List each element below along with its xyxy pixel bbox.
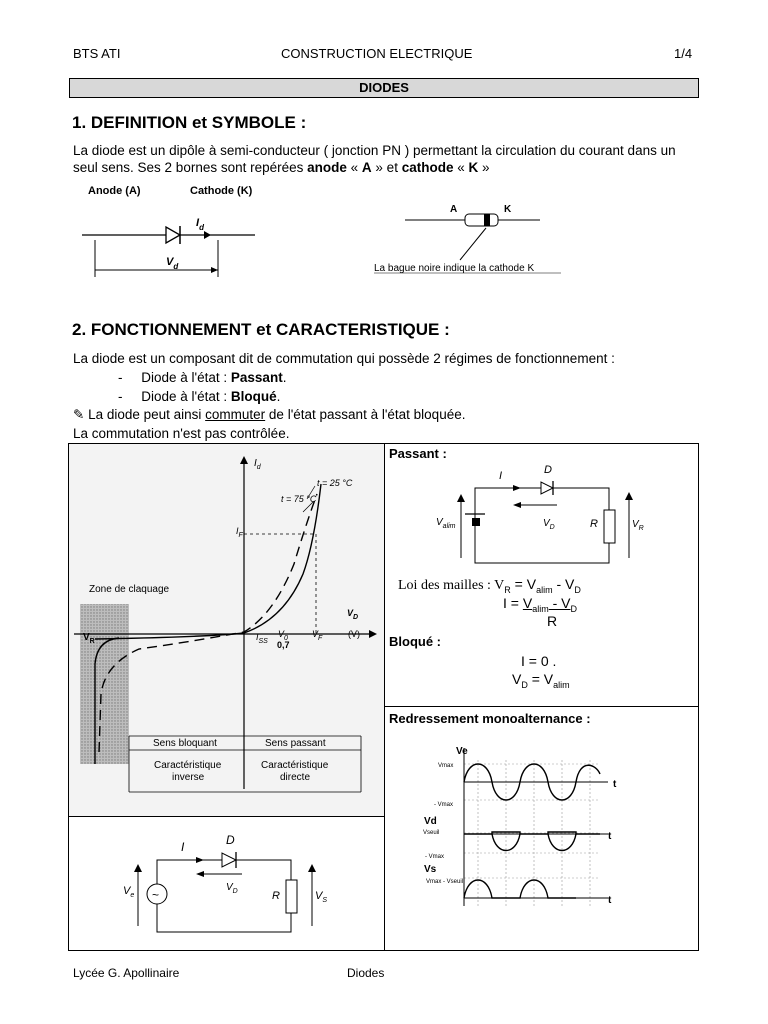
- footer-left: Lycée G. Apollinaire: [73, 966, 180, 980]
- anode-quote-close: » et: [371, 160, 402, 175]
- component-caption: La bague noire indique la cathode K: [374, 263, 535, 274]
- frame-divider-vertical: [384, 443, 385, 951]
- header-page-number: 1/4: [674, 46, 693, 61]
- bullet-bloque: [118, 388, 280, 405]
- loi-sub-r: R: [504, 584, 511, 595]
- axis-id-label: I: [254, 458, 257, 469]
- header-center: CONSTRUCTION ELECTRIQUE: [281, 46, 473, 61]
- carac-directe-1: Caractéristique: [261, 760, 329, 771]
- bullet-passant: [118, 369, 286, 386]
- vs-waveform: [464, 880, 576, 898]
- svg-text:Ve: [123, 885, 134, 899]
- rectifier-vd-sub: D: [232, 888, 238, 895]
- diode-triangle-icon: [166, 227, 180, 243]
- vd-neg-vmax-label: - Vmax: [425, 854, 445, 860]
- v0-sub: 0: [284, 635, 288, 642]
- vr-axis-sub: R: [89, 638, 95, 645]
- rectifier-r-label: R: [272, 890, 280, 902]
- commute-before: La diode peut ainsi: [84, 407, 206, 422]
- svg-text:VD: [226, 882, 238, 895]
- bloque-eq2-v: V: [512, 671, 522, 687]
- bullet1-suffix: .: [282, 370, 287, 385]
- svg-text:Id: [196, 217, 205, 232]
- svg-text:Id: [254, 458, 262, 471]
- v0-value: 0,7: [277, 640, 290, 650]
- if-label: I: [236, 526, 239, 536]
- section2-intro: La diode est un composant dit de commutation qui possède 2 régimes de fonctionnement :: [73, 351, 615, 366]
- frac-num-v: V: [522, 595, 533, 611]
- cathode-ring-icon: [484, 214, 490, 226]
- loi-prefix: Loi des mailles : V: [398, 578, 505, 593]
- header-left: BTS ATI: [73, 46, 121, 61]
- passant-d-label: D: [544, 464, 552, 476]
- anode-quote-open: «: [346, 160, 362, 175]
- not-controlled-text: La commutation n'est pas contrôlée.: [73, 426, 290, 441]
- cathode-word: cathode: [401, 160, 454, 175]
- v0-label: V: [278, 629, 285, 639]
- vf-label: V: [312, 629, 319, 639]
- passant-valim-label: V: [436, 517, 443, 528]
- section1-title: 1. DEFINITION et SYMBOLE :: [72, 113, 307, 132]
- ve-label: Ve: [456, 746, 468, 757]
- symbol-id-sub: d: [199, 223, 204, 232]
- rectifier-diode-icon: [222, 853, 236, 867]
- passant-vd-sub: D: [549, 524, 555, 531]
- fraction-numerator: [522, 595, 577, 614]
- fraction-denominator: R: [547, 613, 558, 629]
- anode-word: anode: [307, 160, 347, 175]
- commute-after: de l'état passant à l'état bloquée.: [265, 407, 466, 422]
- sens-bloquant: Sens bloquant: [153, 738, 217, 749]
- current-formula: [503, 595, 577, 614]
- passant-r-label: R: [590, 518, 598, 530]
- i-eq: I =: [503, 595, 523, 611]
- diode-body-icon: [465, 214, 498, 226]
- svg-text:VS: [315, 890, 327, 904]
- passant-circuit: [425, 458, 665, 568]
- svg-text:VR: [632, 519, 644, 532]
- rectifier-resistor-icon: [286, 880, 297, 913]
- bullet1-prefix: Diode à l'état :: [141, 370, 231, 385]
- vs-vmax-vseuil-label: Vmax - Vseuil: [426, 879, 464, 885]
- passant-valim-sub: alim: [442, 523, 456, 530]
- passant-i-label: I: [499, 470, 503, 482]
- passant-diode-icon: [541, 482, 553, 494]
- vs-label: Vs: [424, 864, 437, 875]
- current-arrow-icon: [204, 231, 211, 239]
- zone-label: Zone de claquage: [89, 584, 170, 595]
- vd-vseuil-label: Vseuil: [423, 830, 440, 836]
- breakdown-zone: [80, 604, 129, 764]
- section1-paragraph: [73, 142, 703, 176]
- bloque-eq2-sub-alim: alim: [553, 679, 570, 690]
- bloque-title: Bloqué :: [389, 634, 441, 649]
- axis-id-sub: d: [256, 464, 261, 471]
- frac-num-alim: alim: [532, 603, 549, 614]
- circuit-loop: [475, 488, 609, 563]
- ve-vmax-label: Vmax: [438, 763, 454, 769]
- footer-center: Diodes: [347, 966, 385, 980]
- commute-underlined: commuter: [205, 407, 266, 422]
- vr-axis-label: V: [83, 632, 90, 643]
- loi-sub-alim: alim: [536, 584, 553, 595]
- vd-axis-label: V: [347, 608, 354, 618]
- rectifier-d-label: D: [226, 833, 235, 847]
- bloque-eq2-sub-d: D: [521, 679, 528, 690]
- source-glyph: ~: [152, 888, 160, 902]
- carac-inverse-1: Caractéristique: [154, 760, 222, 771]
- carac-inverse-2: inverse: [172, 772, 205, 783]
- pointer-hand-icon: ✎: [73, 407, 85, 422]
- bullet2-prefix: Diode à l'état :: [141, 389, 231, 404]
- curve-75c: [99, 494, 317, 752]
- svg-text:Vd: [166, 256, 179, 271]
- bullet1-bold: Passant: [230, 370, 283, 385]
- commute-line: [73, 406, 465, 423]
- loi-des-mailles: [398, 576, 581, 595]
- svg-text:IF: [236, 526, 244, 539]
- bloque-eq2-eq: = V: [527, 671, 554, 687]
- frame-divider-right: [384, 706, 699, 707]
- rectifier-vs-label: V: [315, 890, 323, 902]
- bullet2-suffix: .: [276, 389, 281, 404]
- vd-unit-label: (V): [348, 629, 360, 639]
- symbol-anode-label: Anode (A): [88, 185, 141, 197]
- bloque-eq2: [512, 671, 570, 690]
- loi-eq: = V: [510, 576, 537, 592]
- symbol-vd-label: V: [166, 256, 174, 268]
- loi-minus: - V: [552, 576, 575, 592]
- ve-neg-vmax-label: - Vmax: [434, 802, 454, 808]
- carac-directe-2: directe: [280, 772, 311, 783]
- bloque-eq1: I = 0 .: [521, 653, 557, 669]
- redressement-title: Redressement monoalternance :: [389, 711, 591, 726]
- bullet2-bold: Bloqué: [230, 389, 277, 404]
- vf-sub: F: [318, 635, 323, 642]
- svg-text:Valim: [436, 517, 456, 530]
- loi-sub-d: D: [574, 584, 581, 595]
- iss-sub: SS: [258, 638, 268, 645]
- t25-label: t = 25 °C: [317, 478, 353, 488]
- diode-characteristic-graph: [69, 444, 384, 816]
- bullet-dash: -: [118, 389, 123, 404]
- frac-num-minus: - V: [548, 595, 571, 611]
- component-a-label: A: [450, 204, 458, 215]
- svg-text:VF: [312, 629, 323, 642]
- svg-text:VD: [543, 518, 555, 531]
- vd-axis-sub: D: [353, 614, 359, 621]
- passant-vd-label: V: [543, 518, 550, 529]
- vd-label: Vd: [424, 816, 437, 827]
- section1-text: La diode est un dipôle à semi-conducteur ( jonction PN ) permettant la circulation du courant dans un seul sens. Ses 2 bornes sont repérées: [73, 143, 676, 175]
- component-k-label: K: [504, 204, 512, 215]
- symbol-id-label: I: [196, 217, 200, 229]
- section2-title: 2. FONCTIONNEMENT et CARACTERISTIQUE :: [72, 320, 450, 339]
- anode-letter: A: [361, 160, 372, 175]
- redressement-waveforms: [420, 738, 620, 910]
- rectifier-vd-label: V: [226, 882, 233, 893]
- passant-vr-label: V: [632, 519, 639, 530]
- t75-label: t = 75 °C: [281, 494, 317, 504]
- rectifier-i-label: I: [181, 840, 185, 854]
- diode-symbol-figure: [80, 182, 280, 287]
- sens-passant: Sens passant: [265, 738, 326, 749]
- diode-component-figure: [374, 200, 575, 280]
- rectifier-circuit: [112, 826, 352, 938]
- passant-vr-sub: R: [638, 525, 644, 532]
- iss-label: I: [256, 632, 259, 642]
- document-title: DIODES: [69, 78, 699, 98]
- frac-num-d: D: [570, 603, 577, 614]
- svg-text:VD: [347, 608, 358, 621]
- vs-t-label: t: [608, 895, 612, 906]
- rectifier-ve-sub: e: [130, 892, 135, 899]
- cathode-letter: K: [468, 160, 479, 175]
- bullet-dash: -: [118, 370, 123, 385]
- symbol-vd-sub: d: [173, 262, 179, 271]
- rectifier-vs-sub: S: [322, 897, 328, 904]
- cathode-quote-close: »: [478, 160, 490, 175]
- ve-t-label: t: [613, 779, 617, 790]
- passant-title: Passant :: [389, 446, 447, 461]
- frame-divider-left: [68, 816, 385, 817]
- rectifier-ve-label: V: [123, 885, 131, 897]
- if-sub: F: [238, 532, 243, 539]
- vd-t-label: t: [608, 831, 612, 842]
- symbol-cathode-label: Cathode (K): [190, 185, 253, 197]
- passant-resistor-icon: [604, 510, 615, 543]
- battery-icon: [472, 518, 480, 526]
- rectifier-loop: [157, 860, 291, 932]
- cathode-quote-open: «: [453, 160, 469, 175]
